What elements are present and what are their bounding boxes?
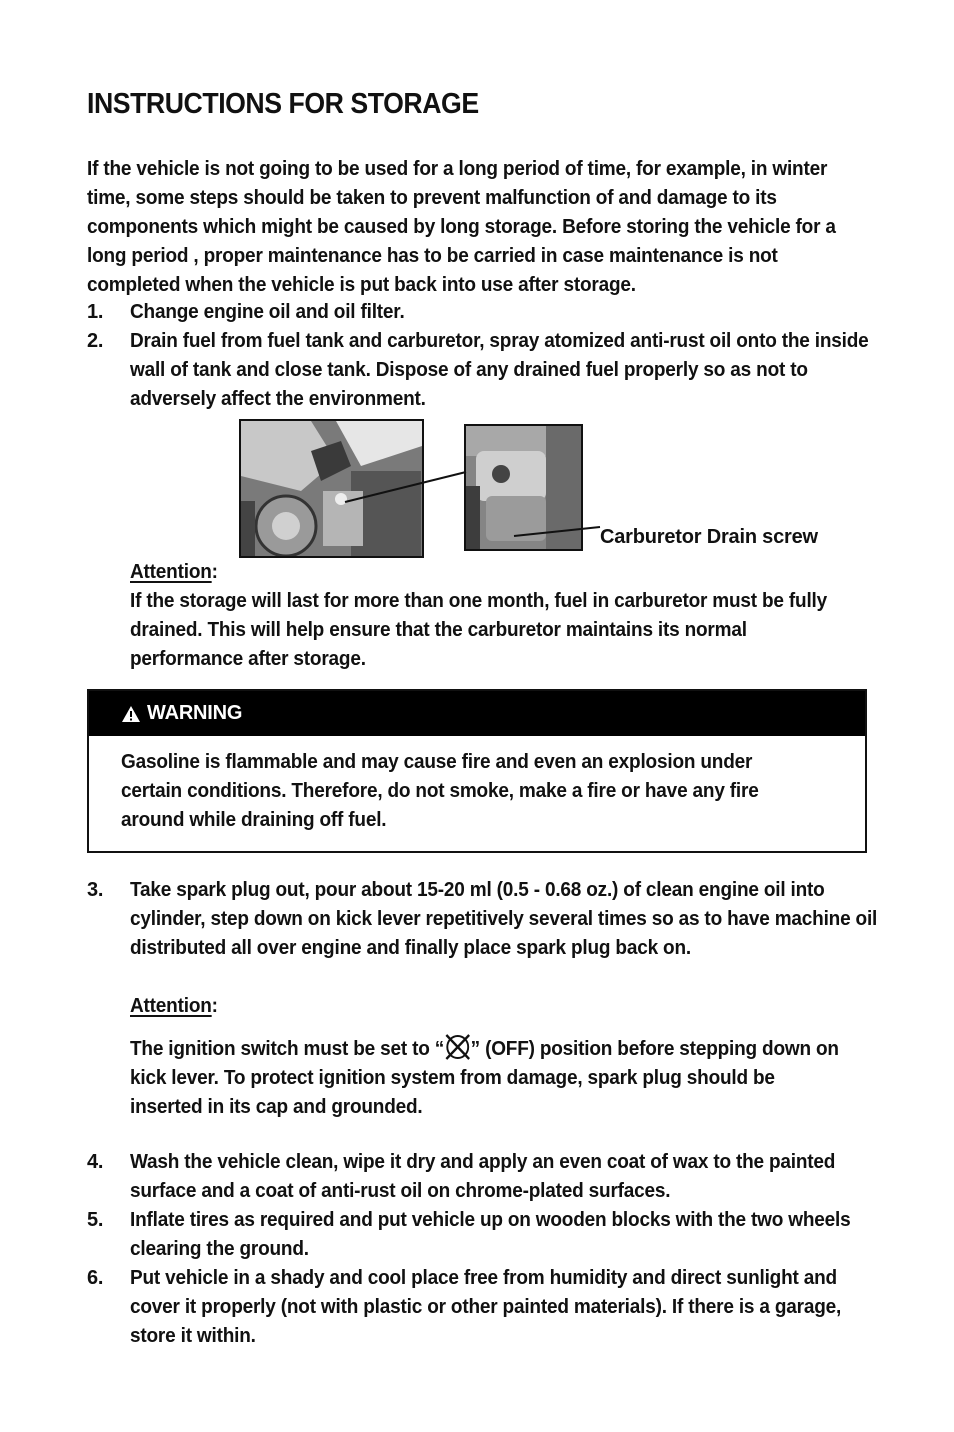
warning-header [89, 691, 865, 736]
warning-triangle-icon [121, 705, 141, 723]
step-text: Take spark plug out, pour about 15-20 ml (0.5 - 0.68 oz.) of clean engine oil into cylinder, step down on kick lever repetitively several times so as to have machine oil distributed all over engine and finally place spark plug back on. [130, 879, 878, 959]
attention-text-before: The ignition switch must be set to “ [130, 1038, 445, 1060]
step-number: 1. [87, 301, 104, 323]
attention-text: If the storage will last for more than one month, fuel in carburetor must be fully drained. This will help ensure that the carburetor maintains its normal performance after storage. [130, 590, 828, 670]
intro-paragraph: If the vehicle is not going to be used for a long period of time, for example, in winter time, some steps should be taken to prevent malfunction of and damage to its components which might be caused by long storage. Before storing the vehicle for a long period , proper maintenance has to be carried in case maintenance is not completed when the vehicle is put back into use after storage. [87, 158, 836, 296]
step-number: 5. [87, 1209, 104, 1231]
warning-text: Gasoline is flammable and may cause fire and even an explosion under certain conditions. Therefore, do not smoke, make a fire or have any fire around while draining off fuel. [121, 751, 759, 831]
step-number: 2. [87, 330, 104, 352]
warning-box [87, 689, 867, 853]
step-text: Put vehicle in a shady and cool place free from humidity and direct sunlight and cover it properly (not with plastic or other painted materials). If there is a garage, store it within. [130, 1267, 842, 1347]
attention-text [130, 1033, 852, 1122]
step-text: Drain fuel from fuel tank and carburetor, spray atomized anti-rust oil onto the inside wall of tank and close tank. Dispose of any drained fuel properly so as not to adversely affect the environment. [130, 330, 869, 410]
attention-text-after: ” (OFF) position before stepping down on kick lever. To protect ignition system from damage, spark plug should be inserted in its cap and grounded. [130, 1038, 839, 1118]
step-number: 3. [87, 879, 104, 901]
attention-note-1 [130, 558, 852, 674]
step-number: 4. [87, 1151, 104, 1173]
warning-label: WARNING [147, 702, 243, 724]
attention-heading: Attention [130, 995, 212, 1017]
attention-heading: Attention [130, 561, 212, 583]
pointer-lines [0, 0, 954, 600]
attention-colon: : [211, 995, 218, 1017]
attention-colon: : [211, 561, 218, 583]
figure-caption: Carburetor Drain screw [600, 526, 818, 548]
step-number: 6. [87, 1267, 104, 1289]
page-title: INSTRUCTIONS FOR STORAGE [87, 88, 479, 120]
step-text: Inflate tires as required and put vehicle up on wooden blocks with the two wheels clearing the ground. [130, 1209, 851, 1260]
ignition-off-icon [444, 1033, 471, 1061]
attention-note-2 [130, 992, 852, 1122]
step-text: Change engine oil and oil filter. [130, 301, 405, 323]
step-text: Wash the vehicle clean, wipe it dry and apply an even coat of wax to the painted surface and a coat of anti-rust oil on chrome-plated surfaces. [130, 1151, 836, 1202]
